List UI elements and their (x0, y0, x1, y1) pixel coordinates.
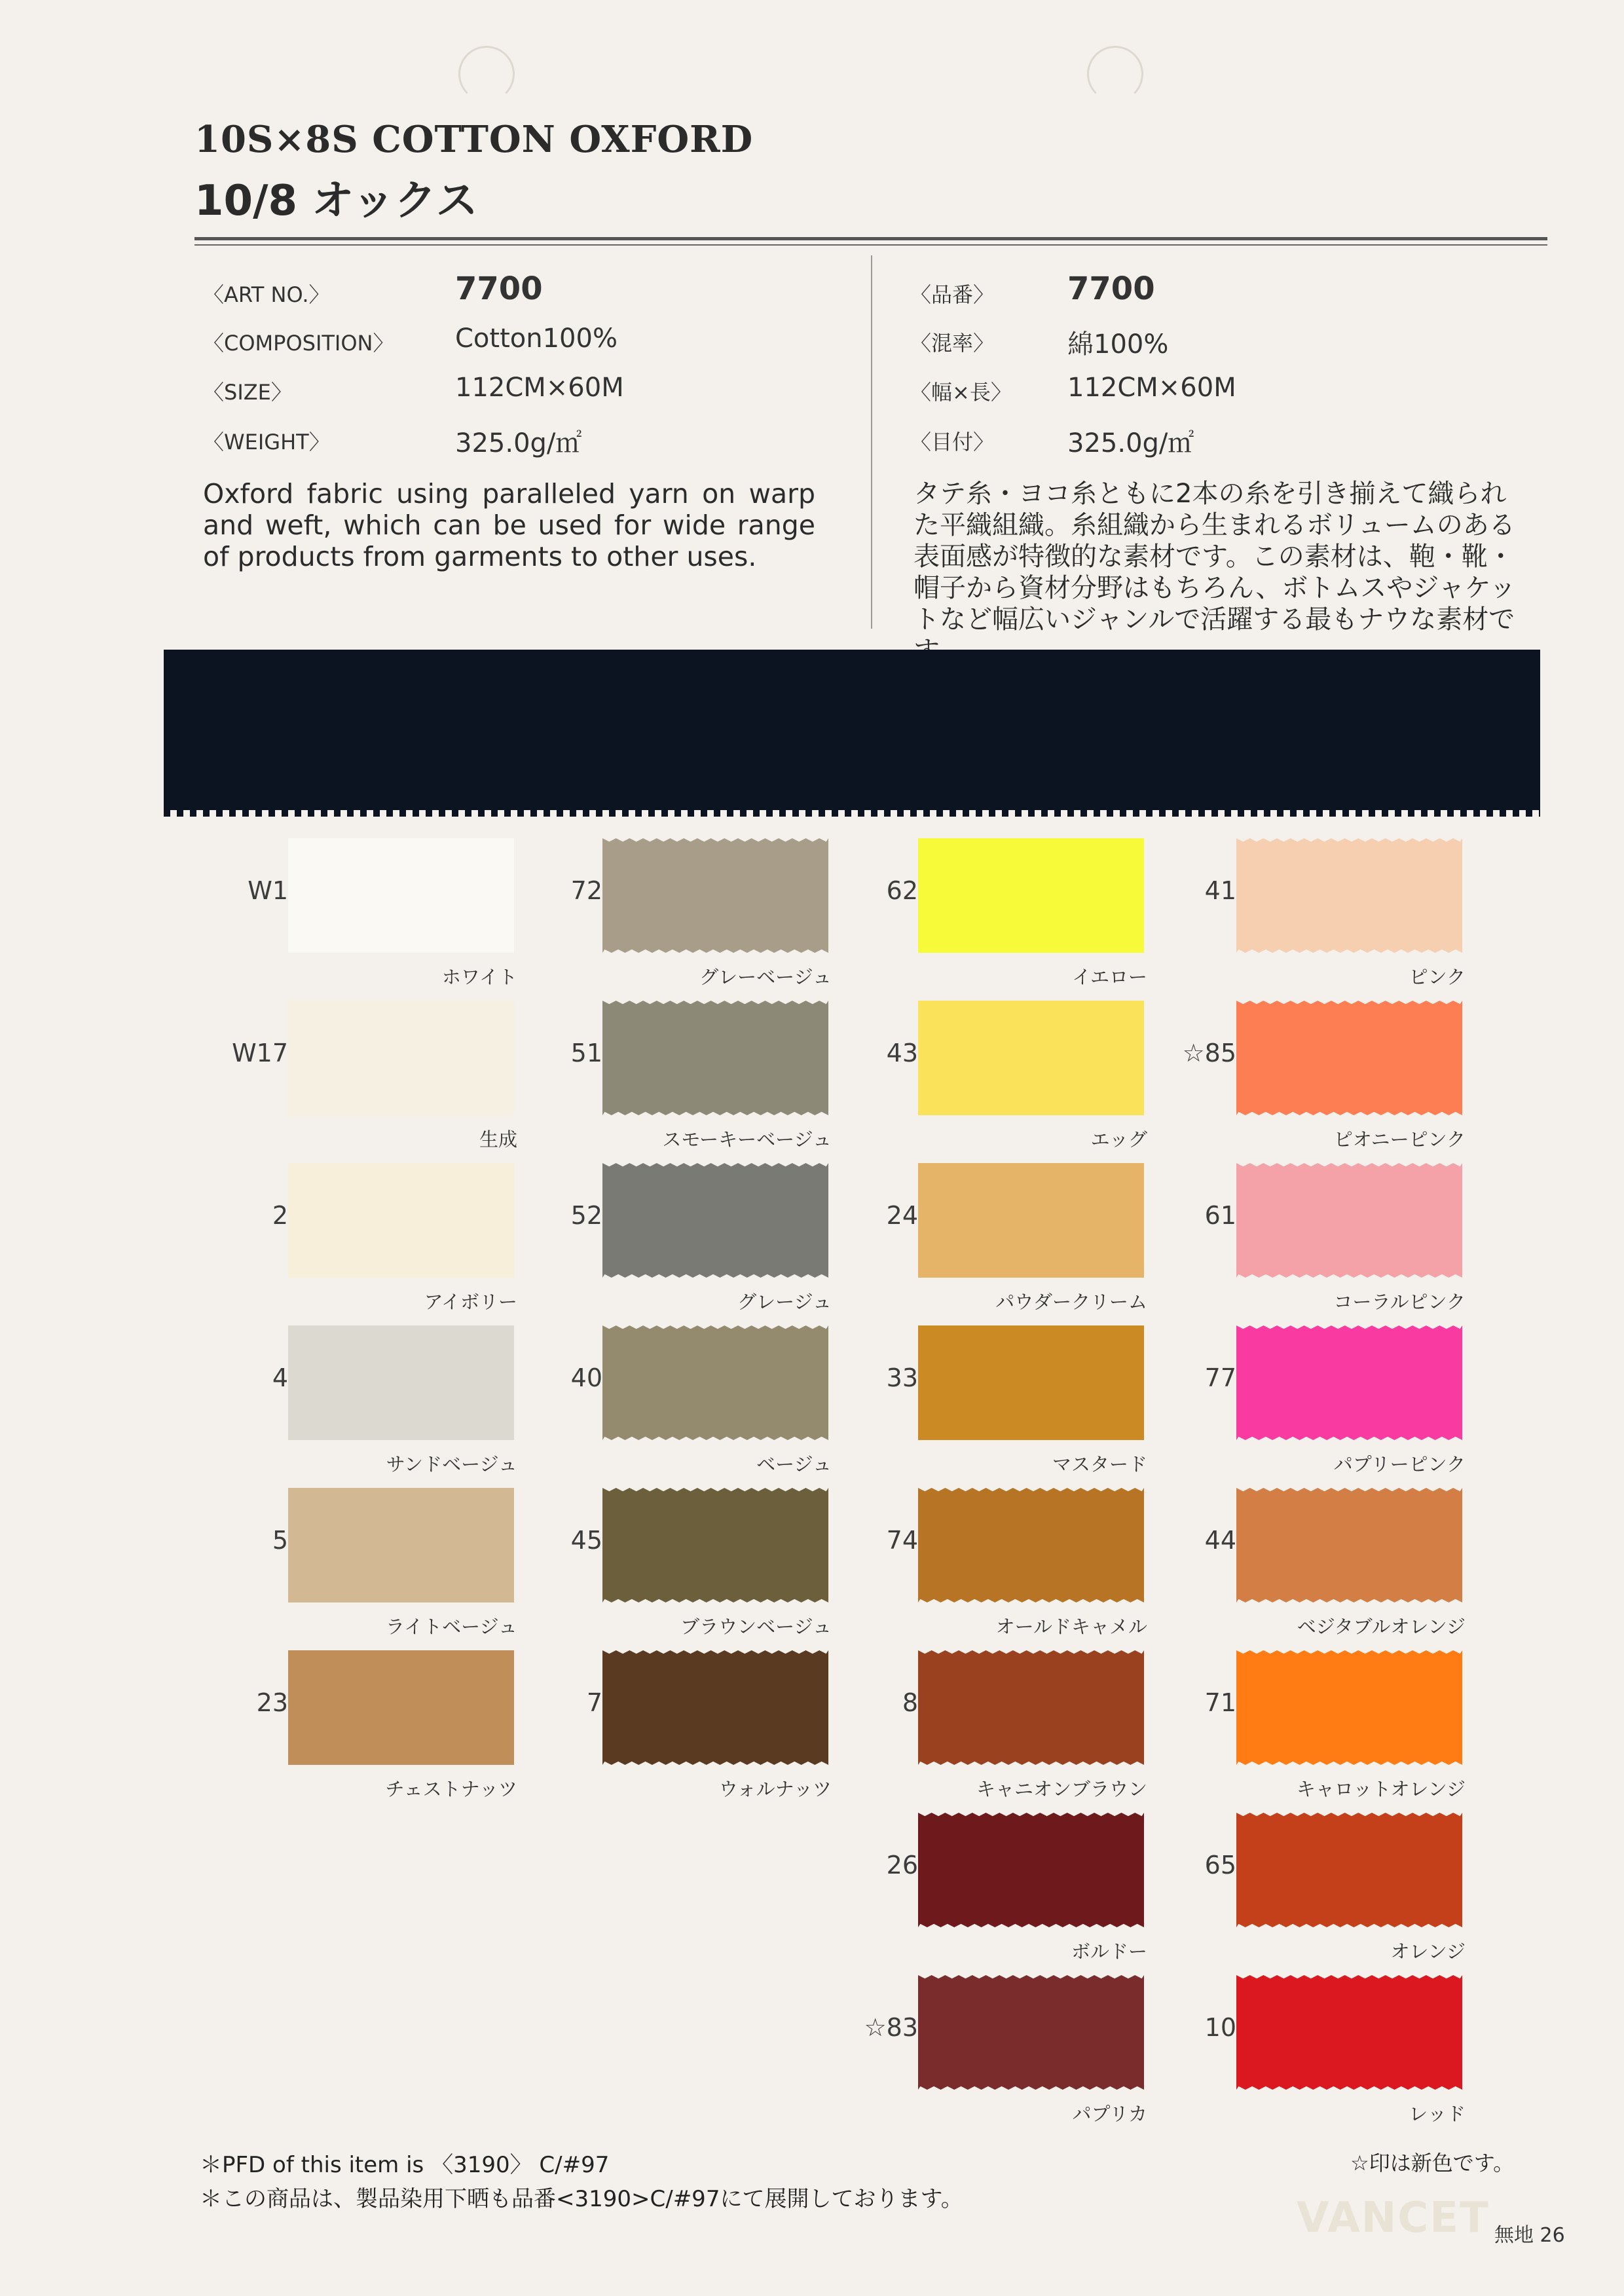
color-swatch (886, 832, 1147, 989)
swatch-chip (288, 1488, 514, 1602)
color-swatch (1204, 1644, 1466, 1801)
swatch-color-name: コーラルピンク (1333, 1291, 1466, 1313)
spec-label-konritsu: 〈混率〉 (910, 331, 995, 356)
swatch-number: 43 (886, 1039, 918, 1067)
color-swatch (272, 1481, 517, 1639)
swatch-chip (918, 1488, 1144, 1602)
color-swatch (570, 994, 832, 1151)
page-number: 無地 26 (1494, 2224, 1565, 2247)
swatch-chip (918, 838, 1144, 953)
swatch-chip (1236, 1650, 1462, 1765)
color-swatch (570, 1481, 832, 1639)
spec-label-composition: 〈COMPOSITION〉 (203, 331, 394, 356)
color-swatch (1182, 994, 1466, 1151)
swatch-number: 45 (570, 1526, 602, 1555)
color-swatch (1204, 832, 1466, 989)
footer-note-english: ＊PFD of this item is 〈3190〉 C/#97 (200, 2152, 610, 2178)
color-swatch (1204, 1319, 1466, 1476)
swatch-chip (288, 1001, 514, 1115)
swatch-chip (602, 1163, 828, 1278)
title-rule-thick (194, 237, 1547, 240)
spec-value-art-no: 7700 (455, 270, 543, 307)
swatch-color-name: 生成 (479, 1128, 517, 1151)
color-swatch (886, 994, 1147, 1151)
swatch-chip (602, 1001, 828, 1115)
spec-label-metsuke: 〈目付〉 (910, 430, 995, 454)
color-swatch (232, 994, 517, 1151)
swatch-chip (918, 1163, 1144, 1278)
swatch-color-name: ピオニーピンク (1333, 1128, 1466, 1151)
swatch-chip (1236, 838, 1462, 953)
column-divider (871, 255, 872, 629)
swatch-color-name: オールドキャメル (995, 1616, 1147, 1638)
swatch-number: 2 (272, 1201, 288, 1230)
swatch-chip (918, 1325, 1144, 1440)
swatch-chip (288, 1650, 514, 1765)
new-color-note: ☆印は新色です。 (1350, 2151, 1515, 2176)
title-rule-thin (194, 244, 1547, 246)
swatch-chip (288, 1163, 514, 1278)
swatch-number: 74 (886, 1526, 918, 1555)
brand-watermark: VANCET (1297, 2194, 1490, 2242)
spec-label-haba: 〈幅×長〉 (910, 380, 1012, 405)
spec-value-weight: 325.0g/㎡ (455, 428, 582, 458)
swatch-number: 4 (272, 1363, 288, 1392)
spec-value-konritsu: 綿100% (1067, 329, 1169, 360)
swatch-number: W17 (232, 1039, 288, 1067)
swatch-color-name: ウォルナッツ (718, 1778, 832, 1800)
swatch-number: 7 (586, 1688, 602, 1717)
fabric-sample-navy (164, 650, 1540, 810)
swatch-chip (602, 1325, 828, 1440)
swatch-number: 72 (570, 876, 602, 905)
swatch-number: 41 (1204, 876, 1236, 905)
color-swatch (886, 1157, 1147, 1314)
swatch-color-name: ベジタブルオレンジ (1297, 1616, 1466, 1638)
swatch-color-name: キャニオンブラウン (976, 1778, 1147, 1800)
spec-value-composition: Cotton100% (455, 324, 618, 354)
swatch-color-name: オレンジ (1390, 1940, 1466, 1963)
swatch-color-name: ホワイト (441, 966, 517, 988)
color-swatch (248, 832, 517, 989)
spec-value-hinban: 7700 (1067, 270, 1155, 307)
swatch-chip (918, 1650, 1144, 1765)
swatch-number: 23 (256, 1688, 288, 1717)
swatch-number: 10 (1204, 2013, 1236, 2042)
swatch-color-name: キャロットオレンジ (1296, 1778, 1466, 1800)
color-swatch (902, 1644, 1147, 1801)
color-swatch (570, 832, 832, 989)
swatch-color-name: イエロー (1072, 966, 1147, 988)
color-swatch (1204, 1157, 1466, 1314)
spec-label-hinban: 〈品番〉 (910, 282, 995, 307)
swatch-chip (1236, 1813, 1462, 1927)
color-swatch (586, 1644, 832, 1801)
swatch-color-name: スモーキーベージュ (662, 1128, 832, 1151)
swatch-color-name: チェストナッツ (385, 1778, 517, 1800)
color-swatch (886, 1806, 1147, 1963)
swatch-chip (602, 1650, 828, 1765)
color-swatch (886, 1319, 1147, 1476)
swatch-color-name: ライトベージュ (386, 1616, 517, 1638)
swatch-color-name: レッド (1409, 2103, 1466, 2125)
swatch-number: W1 (248, 876, 288, 905)
description-japanese: タテ糸・ヨコ糸ともに2本の糸を引き揃えて織られた平織組織。糸組織から生まれるボリュームのある表面感が特徴的な素材です。この素材は、鞄・靴・帽子から資材分野はもちろん、ボトムスやジャケットなど幅広いジャンルで活躍する最もナウな素材で (913, 479, 1516, 635)
swatch-number: 24 (886, 1201, 918, 1230)
title-english: 10S×8S COTTON OXFORD (194, 118, 754, 161)
spec-value-metsuke: 325.0g/㎡ (1067, 428, 1194, 458)
swatch-chip (1236, 1325, 1462, 1440)
footer-note-japanese: ＊この商品は、製品染用下晒も品番<3190>C/#97にて展開しております。 (200, 2186, 963, 2212)
swatch-number: 26 (886, 1851, 918, 1879)
color-swatch (272, 1319, 517, 1476)
swatch-color-name: パウダークリーム (995, 1291, 1147, 1313)
color-swatch (1204, 1806, 1466, 1963)
swatch-number: 62 (886, 876, 918, 905)
color-swatch (886, 1481, 1147, 1639)
swatch-number: 51 (570, 1039, 602, 1067)
description-english: Oxford fabric using paralleled yarn on warp and weft, which can be used for wide range of products from garments to other uses. (203, 478, 815, 572)
swatch-number: ☆83 (864, 2013, 918, 2042)
swatch-chip (288, 1325, 514, 1440)
spec-value-size: 112CM×60M (455, 373, 624, 403)
color-swatch (864, 1969, 1147, 2126)
swatch-number: 65 (1204, 1851, 1236, 1879)
swatch-chip (1236, 1975, 1462, 2090)
swatch-color-name: サンドベージュ (386, 1453, 517, 1475)
swatch-chip (918, 1001, 1144, 1115)
swatch-chip (288, 838, 514, 953)
swatch-color-name: ベージュ (756, 1453, 832, 1475)
swatch-number: 40 (570, 1363, 602, 1392)
swatch-color-name: パプリカ (1072, 2103, 1147, 2125)
swatch-chip (602, 838, 828, 953)
swatch-number: ☆85 (1182, 1039, 1236, 1067)
color-swatch (570, 1157, 832, 1314)
swatch-color-name: ブラウンベージュ (680, 1616, 832, 1638)
color-swatch (1204, 1481, 1466, 1639)
spec-label-art-no: 〈ART NO.〉 (203, 282, 330, 307)
color-swatch (272, 1157, 517, 1314)
spec-label-size: 〈SIZE〉 (203, 380, 292, 405)
punch-hole-left (458, 46, 515, 102)
swatch-color-name: マスタード (1052, 1453, 1147, 1475)
swatch-color-name: グレーベージュ (699, 966, 832, 988)
swatch-color-name: ピンク (1409, 966, 1466, 988)
swatch-color-name: ボルドー (1071, 1940, 1147, 1963)
swatch-chip (1236, 1488, 1462, 1602)
punch-hole-right (1087, 46, 1143, 102)
color-swatch (1204, 1969, 1466, 2126)
swatch-chip (602, 1488, 828, 1602)
swatch-chip (918, 1975, 1144, 2090)
color-swatch (570, 1319, 832, 1476)
swatch-chip (918, 1813, 1144, 1927)
swatch-number: 71 (1204, 1688, 1236, 1717)
swatch-number: 33 (886, 1363, 918, 1392)
swatch-color-name: アイボリー (424, 1291, 517, 1313)
swatch-color-name: エッグ (1090, 1128, 1147, 1151)
swatch-number: 52 (570, 1201, 602, 1230)
swatch-number: 5 (272, 1526, 288, 1555)
swatch-chip (1236, 1001, 1462, 1115)
swatch-color-name: グレージュ (737, 1291, 832, 1313)
swatch-chip (1236, 1163, 1462, 1278)
spec-label-weight: 〈WEIGHT〉 (203, 430, 330, 454)
title-japanese: 10/8 オックス (194, 177, 478, 225)
swatch-number: 77 (1204, 1363, 1236, 1392)
swatch-number: 61 (1204, 1201, 1236, 1230)
spec-value-haba: 112CM×60M (1067, 373, 1236, 403)
swatch-number: 8 (902, 1688, 918, 1717)
swatch-color-name: パプリーピンク (1333, 1453, 1466, 1475)
color-swatch (256, 1644, 517, 1801)
swatch-number: 44 (1204, 1526, 1236, 1555)
